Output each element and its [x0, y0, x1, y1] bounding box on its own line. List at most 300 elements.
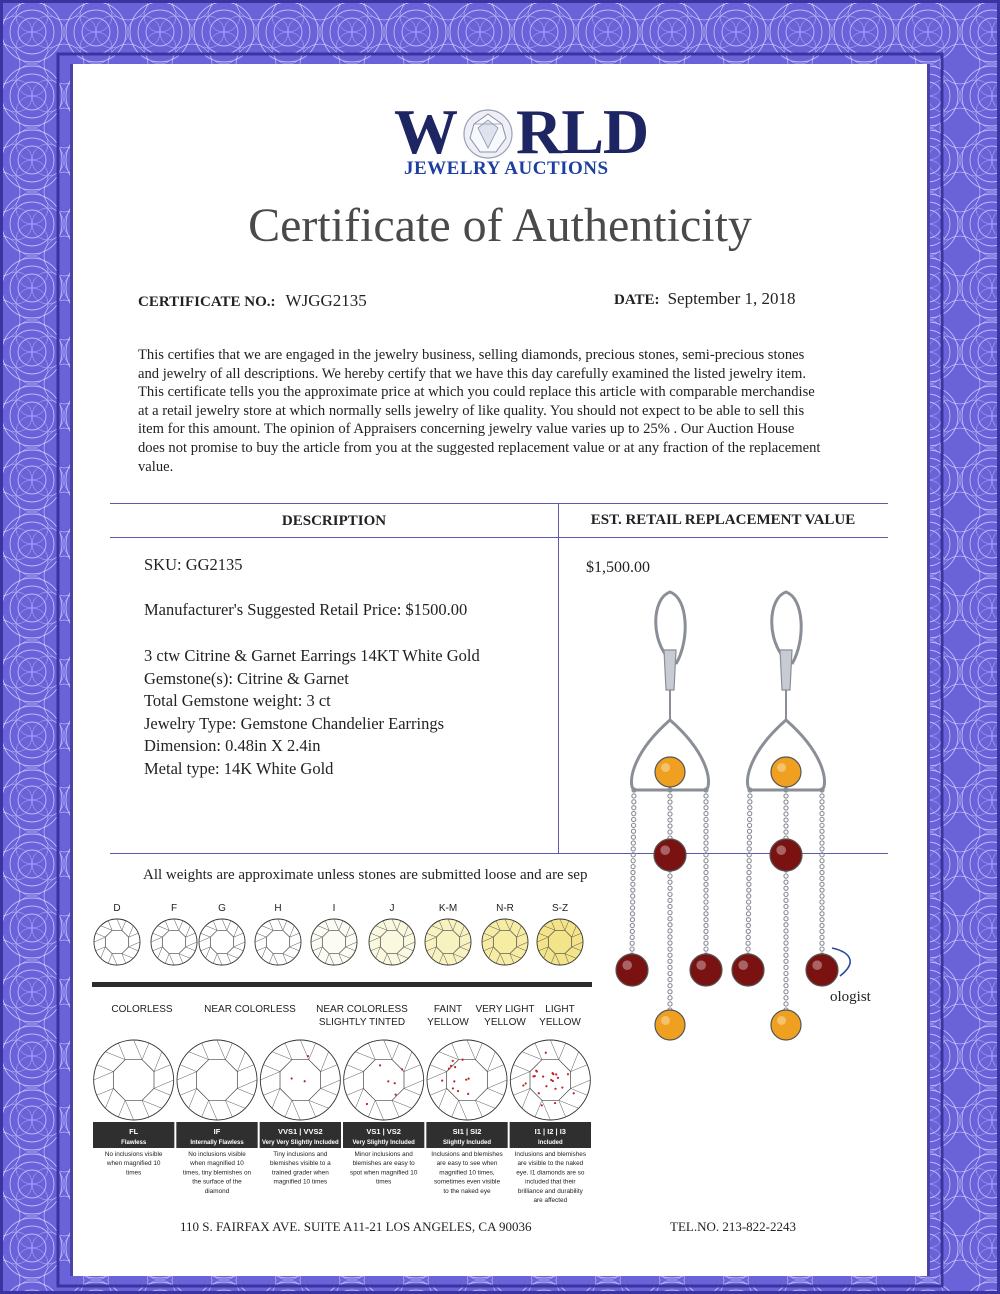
chain-link	[784, 947, 788, 951]
clarity-grade-name: Very Slightly Included	[352, 1140, 415, 1146]
date-row	[614, 289, 796, 309]
chain-link	[704, 929, 708, 933]
detail-line: Gemstone(s): Citrine & Garnet	[144, 668, 349, 688]
chain-link	[704, 941, 708, 945]
inclusion-mark	[557, 1077, 559, 1079]
clarity-grade-description: times	[126, 1169, 142, 1177]
chain-link	[747, 894, 751, 898]
clarity-grade-description: No inclusions visible	[188, 1151, 246, 1158]
earring-lever	[664, 650, 676, 690]
chain-link	[784, 892, 788, 896]
citrine-stone	[771, 1010, 801, 1040]
chain-link	[820, 870, 824, 874]
chain-link	[820, 906, 824, 910]
sku: SKU: GG2135	[144, 555, 243, 574]
chain-link	[820, 823, 824, 827]
footer-address: 110 S. FAIRFAX AVE. SUITE A11-21 LOS ANGELES, CA 90036	[180, 1219, 532, 1234]
chain-link	[784, 794, 788, 798]
chain-link	[748, 806, 752, 810]
statement-line: This certificate tells you the approximate price at which you could replace this article with comparable merchandise	[138, 384, 815, 401]
inclusion-mark	[366, 1103, 368, 1105]
chain-link	[704, 876, 708, 880]
chain-link	[631, 841, 635, 845]
inclusion-mark	[307, 1055, 309, 1057]
chain-link	[704, 870, 708, 874]
chain-link	[668, 929, 672, 933]
garnet-stone	[654, 839, 686, 871]
chain-link	[668, 874, 672, 878]
chain-link	[668, 947, 672, 951]
item-details	[144, 645, 480, 781]
clarity-grade-description: No inclusions visible	[104, 1151, 163, 1158]
chain-link	[784, 953, 788, 957]
chain-link	[631, 835, 635, 839]
color-category-label: YELLOW	[539, 1017, 581, 1028]
chain-link	[704, 894, 708, 898]
inclusion-mark	[453, 1080, 455, 1082]
clarity-grade-description: spot when magnified 10	[349, 1169, 418, 1177]
chain-link	[631, 853, 635, 857]
clarity-grade-description: trained grader when	[271, 1169, 329, 1177]
clarity-diamond-2	[177, 1040, 257, 1120]
chain-link	[820, 811, 824, 815]
clarity-grade-description: are affected	[533, 1197, 568, 1204]
chain-link	[630, 906, 634, 910]
color-grade-diamond	[199, 919, 245, 965]
clarity-grade-description: when magnified 10	[106, 1160, 161, 1168]
chain-link	[632, 817, 636, 821]
earrings-photo	[590, 580, 875, 1075]
chain-link	[784, 996, 788, 1000]
weights-note: All weights are approximate unless stones are submitted loose and are sep	[143, 867, 588, 883]
chain-link	[746, 929, 750, 933]
inclusion-mark	[450, 1065, 452, 1067]
chain-link	[704, 847, 708, 851]
chain-link	[704, 882, 708, 886]
chain-link	[668, 794, 672, 798]
chain-link	[784, 886, 788, 890]
chain-link	[820, 882, 824, 886]
detail-line: Dimension: 0.48in X 2.4in	[144, 736, 321, 756]
inclusion-mark	[554, 1102, 556, 1104]
chain-link	[820, 859, 824, 863]
chain-link	[630, 918, 634, 922]
garnet-stone	[616, 954, 648, 986]
inclusion-mark	[452, 1087, 454, 1089]
chain-link	[746, 935, 750, 939]
color-grade-diamond	[311, 919, 357, 965]
detail-line: Total Gemstone weight: 3 ct	[144, 691, 331, 711]
chain-link	[747, 888, 751, 892]
clarity-grade-description: included that their	[525, 1178, 576, 1186]
chain-link	[704, 906, 708, 910]
chain-link	[630, 923, 634, 927]
chain-link	[704, 918, 708, 922]
color-category-label: YELLOW	[427, 1017, 469, 1028]
chain-link	[668, 971, 672, 975]
inclusion-mark	[545, 1085, 547, 1087]
clarity-diamond-1	[94, 1040, 174, 1120]
inclusion-mark	[522, 1084, 524, 1086]
chain-link	[668, 965, 672, 969]
chain-link	[747, 859, 751, 863]
chain-link	[668, 941, 672, 945]
color-grade-f: F	[170, 903, 178, 914]
chain-link	[704, 806, 708, 810]
page-title: Certificate of Authenticity	[248, 199, 752, 252]
garnet-stone-highlight	[622, 960, 632, 970]
inclusion-mark	[554, 1088, 556, 1090]
table-column-divider	[558, 503, 559, 853]
chain-link	[820, 853, 824, 857]
color-grade-diamond	[151, 919, 197, 965]
color-grade-s-z: S-Z	[551, 903, 569, 914]
chain-link	[820, 800, 824, 804]
chain-link	[784, 904, 788, 908]
inclusion-mark	[448, 1067, 450, 1069]
inclusion-mark	[573, 1092, 575, 1094]
chain-link	[631, 847, 635, 851]
chain-link	[631, 888, 635, 892]
color-grade-diamond	[94, 919, 140, 965]
earring-1	[616, 592, 722, 1040]
color-grade-j: J	[389, 903, 395, 914]
chain-link	[820, 806, 824, 810]
inclusion-mark	[394, 1082, 396, 1084]
inclusion-mark	[379, 1064, 381, 1066]
clarity-grade-description: magnified 10 times	[273, 1178, 328, 1186]
color-category-label: COLORLESS	[111, 1004, 173, 1015]
color-category-label: FAINT	[433, 1004, 463, 1015]
citrine-stone-highlight	[661, 763, 670, 772]
color-grade-h: H	[274, 903, 282, 914]
garnet-stone	[732, 954, 764, 986]
clarity-grade-name: Very Very Slightly Included	[261, 1140, 339, 1146]
inclusion-mark	[462, 1059, 464, 1061]
color-grade-diamond	[425, 919, 471, 965]
chain-link	[668, 911, 672, 915]
chain-link	[784, 977, 788, 981]
garnet-stone-highlight	[776, 845, 786, 855]
chain-link	[784, 818, 788, 822]
earring-lever	[780, 650, 792, 690]
clarity-grade-description: Tiny inclusions and	[273, 1151, 328, 1158]
statement-line: and jewelry of all descriptions. We hereby certify that we have this day carefully examined the listed jewelry item.	[138, 365, 807, 382]
color-category-label: YELLOW	[484, 1017, 526, 1028]
inclusion-mark	[551, 1072, 553, 1074]
inclusion-mark	[541, 1104, 543, 1106]
chain-link	[820, 941, 824, 945]
chain-link	[784, 1002, 788, 1006]
chain-link	[746, 906, 750, 910]
chain-link	[704, 900, 708, 904]
certificate-number-label: CERTIFICATE NO.:	[138, 294, 276, 310]
statement-line: value.	[138, 458, 174, 475]
chain-link	[632, 806, 636, 810]
chain-link	[668, 984, 672, 988]
chain-link	[631, 823, 635, 827]
color-grade-diamond	[255, 919, 301, 965]
clarity-grade-code: VS1 | VS2	[366, 1127, 401, 1136]
chain-link	[704, 888, 708, 892]
chain-link	[784, 800, 788, 804]
date-label: DATE:	[614, 292, 660, 308]
inclusion-mark	[441, 1080, 443, 1082]
inclusion-mark	[467, 1093, 469, 1095]
clarity-grade-description: eye. I1 diamonds are so	[516, 1169, 585, 1177]
description-header: DESCRIPTION	[281, 513, 387, 529]
chain-link	[704, 841, 708, 845]
citrine-stone-highlight	[777, 763, 786, 772]
chain-link	[820, 829, 824, 833]
chain-link	[668, 1002, 672, 1006]
clarity-grade-description: are visible to the naked	[517, 1160, 584, 1168]
table-header-rule	[110, 537, 888, 538]
chain-link	[820, 847, 824, 851]
logo-subtitle: JEWELRY AUCTIONS	[404, 158, 609, 179]
clarity-diamond-4	[344, 1040, 424, 1120]
citrine-stone-highlight	[777, 1016, 786, 1025]
chain-link	[784, 941, 788, 945]
earring-2	[732, 592, 838, 1040]
color-category-label: LIGHT	[545, 1004, 575, 1015]
clarity-grade-description: the surface of the	[192, 1178, 242, 1186]
inclusion-mark	[534, 1075, 536, 1077]
chain-link	[668, 917, 672, 921]
value-header: EST. RETAIL REPLACEMENT VALUE	[590, 512, 856, 528]
inclusion-mark	[465, 1079, 467, 1081]
color-category-label: NEAR COLORLESS	[316, 1004, 408, 1015]
inclusion-mark	[454, 1066, 456, 1068]
inclusion-mark	[561, 1086, 563, 1088]
color-grade-d: D	[113, 903, 121, 914]
clarity-grade-code: FL	[129, 1127, 139, 1136]
chain-link	[704, 811, 708, 815]
chain-link	[631, 894, 635, 898]
chain-link	[704, 835, 708, 839]
chain-link	[746, 923, 750, 927]
chain-link	[748, 800, 752, 804]
citrine-stone-highlight	[661, 1016, 670, 1025]
chain-link	[630, 935, 634, 939]
chain-link	[747, 841, 751, 845]
clarity-grade-description: Minor inclusions and	[354, 1151, 413, 1158]
clarity-diamond-3	[260, 1040, 340, 1120]
chain-link	[704, 912, 708, 916]
certificate-number-value: WJGG2135	[285, 291, 367, 310]
chain-link	[746, 947, 750, 951]
chain-link	[704, 935, 708, 939]
clarity-grade-description: times	[376, 1178, 392, 1186]
chain-link	[820, 888, 824, 892]
clarity-grade-description: Inclusions and blemishes	[431, 1151, 503, 1158]
chain-link	[748, 794, 752, 798]
chain-link	[820, 912, 824, 916]
chain-link	[820, 935, 824, 939]
inclusion-mark	[545, 1052, 547, 1054]
garnet-stone-highlight	[696, 960, 706, 970]
chain-link	[668, 806, 672, 810]
chain-link	[784, 911, 788, 915]
chain-link	[704, 800, 708, 804]
citrine-stone	[771, 757, 801, 787]
detail-line: 3 ctw Citrine & Garnet Earrings 14KT White Gold	[144, 646, 480, 665]
chain-link	[668, 904, 672, 908]
world-jewelry-auctions-logo	[394, 96, 649, 180]
chain-link	[746, 912, 750, 916]
chain-link	[784, 898, 788, 902]
color-category-label: SLIGHTLY TINTED	[318, 1017, 406, 1028]
color-grade-diamond	[482, 919, 528, 965]
footer-phone: TEL.NO. 213-822-2243	[670, 1219, 797, 1234]
chain-link	[784, 806, 788, 810]
clarity-grade-description: times, tiny blemishes on	[182, 1169, 252, 1177]
statement-line: item for this amount. The opinion of Appraisers concerning jewelry value varies up to 25% . Our Auction House	[138, 421, 795, 438]
chain-link	[668, 812, 672, 816]
inclusion-mark	[452, 1060, 454, 1062]
inclusion-mark	[525, 1082, 527, 1084]
chain-link	[632, 794, 636, 798]
chain-link	[631, 859, 635, 863]
chain-link	[668, 923, 672, 927]
chain-link	[784, 929, 788, 933]
chain-link	[784, 880, 788, 884]
clarity-grade-description: brilliance and durability	[517, 1187, 583, 1195]
clarity-grade-description: blemishes are easy to	[352, 1160, 415, 1168]
chain-link	[668, 892, 672, 896]
replacement-value: $1,500.00	[586, 559, 650, 576]
clarity-grade-name: Included	[537, 1140, 563, 1146]
chain-link	[668, 818, 672, 822]
inclusion-mark	[457, 1090, 459, 1092]
garnet-stone-highlight	[812, 960, 822, 970]
chain-link	[668, 830, 672, 834]
chain-link	[668, 935, 672, 939]
chain-link	[704, 947, 708, 951]
clarity-grade-description: when magnified 10	[190, 1160, 244, 1168]
certification-statement	[138, 346, 878, 476]
certificate-number-row	[138, 291, 367, 311]
chain-link	[704, 853, 708, 857]
garnet-stone-highlight	[660, 845, 670, 855]
clarity-grade-code: IF	[213, 1127, 221, 1136]
chain-link	[784, 984, 788, 988]
clarity-grade-code: SI1 | SI2	[452, 1127, 482, 1136]
inclusion-mark	[552, 1080, 554, 1082]
chain-link	[668, 990, 672, 994]
chain-link	[820, 835, 824, 839]
chain-link	[668, 959, 672, 963]
chain-link	[704, 829, 708, 833]
chain-link	[784, 923, 788, 927]
chain-link	[630, 912, 634, 916]
chain-link	[784, 990, 788, 994]
chain-link	[668, 880, 672, 884]
chain-link	[820, 841, 824, 845]
garnet-stone	[770, 839, 802, 871]
chain-link	[668, 996, 672, 1000]
chain-link	[748, 817, 752, 821]
chain-link	[784, 965, 788, 969]
detail-line: Metal type: 14K White Gold	[144, 758, 334, 778]
chain-link	[784, 830, 788, 834]
statement-line: at a retail jewelry store at which normally sells jewelry of like quality. You should not expect to be able to sell this	[138, 402, 805, 419]
chain-link	[630, 941, 634, 945]
clarity-grade-description: Inclusions and blemishes	[514, 1151, 587, 1158]
chain-link	[784, 959, 788, 963]
chain-link	[820, 918, 824, 922]
chain-link	[784, 917, 788, 921]
color-grade-diamond	[537, 919, 583, 965]
chain-link	[746, 941, 750, 945]
color-scale-bar	[92, 982, 592, 987]
clarity-grade-code: VVS1 | VVS2	[278, 1127, 323, 1136]
chain-link	[784, 824, 788, 828]
chain-link	[820, 947, 824, 951]
chain-link	[668, 800, 672, 804]
inclusion-mark	[395, 1094, 397, 1096]
chain-link	[704, 865, 708, 869]
chain-link	[631, 870, 635, 874]
msrp: Manufacturer's Suggested Retail Price: $1500.00	[144, 600, 468, 619]
clarity-grade-description: magnified 10 times,	[439, 1169, 495, 1177]
color-grade-diamond	[369, 919, 415, 965]
chain-link	[820, 794, 824, 798]
garnet-stone	[806, 954, 838, 986]
chain-link	[630, 929, 634, 933]
inclusion-mark	[304, 1080, 306, 1082]
clarity-grade-name: Internally Flawless	[190, 1140, 244, 1146]
inclusion-mark	[291, 1077, 293, 1079]
inclusion-mark	[468, 1078, 470, 1080]
chain-link	[820, 900, 824, 904]
chain-link	[784, 874, 788, 878]
chain-link	[747, 847, 751, 851]
date-value: September 1, 2018	[667, 289, 796, 308]
chain-link	[784, 971, 788, 975]
chain-link	[704, 794, 708, 798]
chain-link	[704, 823, 708, 827]
chain-link	[631, 882, 635, 886]
chain-link	[747, 853, 751, 857]
chain-link	[820, 929, 824, 933]
chain-link	[747, 829, 751, 833]
inclusion-mark	[401, 1068, 403, 1070]
chain-link	[631, 876, 635, 880]
color-category-label: NEAR COLORLESS	[204, 1004, 296, 1015]
color-grade-k-m: K-M	[438, 903, 458, 914]
inclusion-mark	[542, 1075, 544, 1077]
statement-line: This certifies that we are engaged in the jewelry business, selling diamonds, precious stones, semi-precious stones	[138, 347, 805, 363]
chain-link	[704, 923, 708, 927]
clarity-grade-code: I1 | I2 | I3	[534, 1127, 566, 1136]
color-grade-g: G	[218, 903, 226, 914]
inclusion-mark	[387, 1080, 389, 1082]
chain-link	[747, 835, 751, 839]
chain-link	[746, 918, 750, 922]
color-grade-n-r: N-R	[496, 903, 514, 914]
chain-link	[747, 882, 751, 886]
chain-link	[668, 886, 672, 890]
chain-link	[820, 894, 824, 898]
garnet-stone	[690, 954, 722, 986]
chain-link	[820, 817, 824, 821]
chain-link	[747, 865, 751, 869]
chain-link	[820, 923, 824, 927]
inclusion-mark	[567, 1073, 569, 1075]
clarity-grade-description: are easy to see when	[436, 1160, 498, 1168]
logo-letters-rld: RLD	[516, 96, 649, 167]
